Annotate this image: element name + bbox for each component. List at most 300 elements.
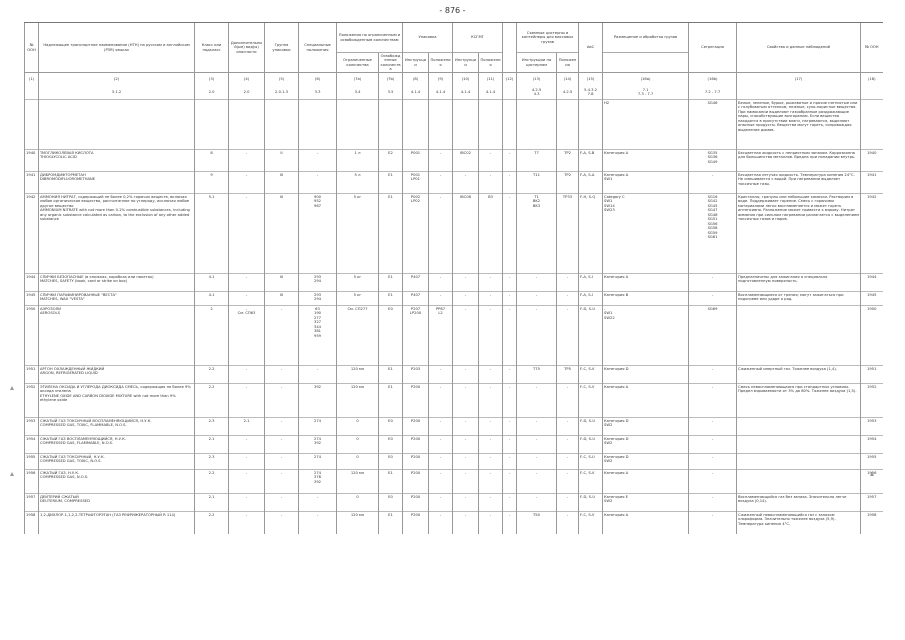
subsidiary-hazard: - bbox=[229, 384, 265, 418]
column-12: - bbox=[503, 366, 517, 384]
subsidiary-hazard: - bbox=[229, 274, 265, 292]
tank-provision: TP5 bbox=[557, 366, 579, 384]
subsidiary-hazard: - bbox=[229, 436, 265, 454]
column-reference: 4.1.4 bbox=[479, 85, 503, 100]
excepted-quantity: E1 bbox=[379, 384, 403, 418]
stowage: Категория D SW2 bbox=[603, 436, 689, 454]
header-col12 bbox=[503, 23, 517, 73]
ibc-instruction: - bbox=[453, 436, 479, 454]
packing-provision bbox=[429, 100, 453, 150]
proper-shipping-name: СЖАТЫЙ ГАЗ ВОСПЛАМЕНЯЮЩИЙСЯ, Н.У.К. COMPRESSED GAS, FLAMMABLE, N.O.S. bbox=[39, 436, 195, 454]
ibc-provision: - bbox=[479, 454, 503, 470]
special-provisions: 392 bbox=[299, 384, 337, 418]
header-stowage: Размещение и обработка грузов bbox=[603, 23, 689, 53]
properties: Белые, зеленые, бурые, рыжеватые и прочие пятнистые или с голубоватым оттенком, нежные, сухо-пористые вещества. При намокании выделяют газообразные раздражающие пары, способствующие возгоранию. Если вещества находятся в присутствии влаги, нагреваются, выделяют опасные продукты. Вещества могут гореть, сопровождая выделение дымов. bbox=[737, 100, 861, 150]
special-provisions: 274 bbox=[299, 418, 337, 436]
segregation: - bbox=[689, 172, 737, 194]
stowage: Категория D SW2 bbox=[603, 454, 689, 470]
ibc-instruction: - bbox=[453, 494, 479, 512]
properties: Воспламеняющиеся от трения; могут зажигаться при подогреве или ударе о ряд. bbox=[737, 292, 861, 306]
packing-instruction: P200 bbox=[403, 418, 429, 436]
un-number: 1953 bbox=[25, 418, 39, 436]
limited-quantity: 0 bbox=[337, 454, 379, 470]
properties: Воспламеняющийся газ без запаха. Значительно легче воздуха (0,14). bbox=[737, 494, 861, 512]
table-row bbox=[25, 292, 883, 306]
table-row bbox=[25, 454, 883, 470]
tank-instruction: - bbox=[517, 292, 557, 306]
properties: Бесцветная летучая жидкость. Температура кипения 24°C. Не смешивается с водой. При нагревании выделяет токсичные газы. bbox=[737, 172, 861, 194]
stowage: Категория B bbox=[603, 292, 689, 306]
packing-instruction: P407 bbox=[403, 274, 429, 292]
tank-provision: - bbox=[557, 306, 579, 366]
class: 9 bbox=[195, 172, 229, 194]
header-ibc-special: Положения bbox=[479, 53, 503, 73]
table-row bbox=[25, 366, 883, 384]
un-number-right: 1942 bbox=[861, 194, 883, 274]
excepted-quantity: E1 bbox=[379, 172, 403, 194]
packing-provision: - bbox=[429, 274, 453, 292]
column-number: (1) bbox=[25, 73, 39, 86]
class: 2.2 bbox=[195, 384, 229, 418]
change-mark-icon bbox=[10, 472, 14, 476]
packing-provision: - bbox=[429, 494, 453, 512]
excepted-quantity: E1 bbox=[379, 366, 403, 384]
excepted-quantity bbox=[379, 100, 403, 150]
stowage: Категория D bbox=[603, 366, 689, 384]
class: 2.3 bbox=[195, 454, 229, 470]
packing-instruction: P407 bbox=[403, 292, 429, 306]
header-ibc-instr: Инструкции bbox=[453, 53, 479, 73]
ibc-instruction: - bbox=[453, 306, 479, 366]
un-number: 1941 bbox=[25, 172, 39, 194]
properties: Кристаллы, гранулы или небольшие комочки. Растворим в воде. Поддерживает горение. Смесь с горючими материалами легко воспламеняется и может гореть интенсивно. Разложение может привести к взрыву. Нитрат аммония при сильном нагревании разлагается с выделением токсичных газов и паров. bbox=[737, 194, 861, 274]
limited-quantity: 5 кг bbox=[337, 274, 379, 292]
ibc-instruction: - bbox=[453, 418, 479, 436]
un-number: 1942 bbox=[25, 194, 39, 274]
subsidiary-hazard: - bbox=[229, 454, 265, 470]
tank-instruction: T50 bbox=[517, 512, 557, 534]
un-number: 1944 bbox=[25, 274, 39, 292]
limited-quantity: 120 мл bbox=[337, 470, 379, 494]
ems: F-A, S-I bbox=[579, 292, 603, 306]
tank-provision: - bbox=[557, 274, 579, 292]
proper-shipping-name: АЭРОЗОЛИ AEROSOLS bbox=[39, 306, 195, 366]
segregation: SG35 SG36 SG49 bbox=[689, 150, 737, 172]
tank-instruction: - bbox=[517, 384, 557, 418]
class: 2.2 bbox=[195, 470, 229, 494]
subsidiary-hazard: 2.1 bbox=[229, 418, 265, 436]
column-number: (8) bbox=[403, 73, 429, 86]
un-number: 1951 bbox=[25, 366, 39, 384]
limited-quantity: 1 л bbox=[337, 150, 379, 172]
class bbox=[195, 100, 229, 150]
packing-provision: - bbox=[429, 172, 453, 194]
tank-provision: - bbox=[557, 470, 579, 494]
header-tank-special: Положения bbox=[557, 53, 579, 73]
tank-provision bbox=[557, 100, 579, 150]
tank-instruction bbox=[517, 100, 557, 150]
stowage: Категория D SW2 bbox=[603, 418, 689, 436]
class: 2.3 bbox=[195, 418, 229, 436]
proper-shipping-name: 1,2-ДИХЛОР-1,1,2,2-ТЕТРАФТОРЭТАН (ГАЗ РЕФРИЖЕРАТОРНЫЙ R 114) bbox=[39, 512, 195, 534]
column-12: - bbox=[503, 274, 517, 292]
packing-provision: - bbox=[429, 470, 453, 494]
ibc-provision bbox=[479, 100, 503, 150]
packing-group: III bbox=[265, 274, 299, 292]
ibc-instruction: - bbox=[453, 172, 479, 194]
packing-instruction bbox=[403, 100, 429, 150]
class: 2.2 bbox=[195, 512, 229, 534]
un-number: 1957 bbox=[25, 494, 39, 512]
subsidiary-hazard: - bbox=[229, 366, 265, 384]
subsidiary-hazard: - bbox=[229, 194, 265, 274]
column-12: - bbox=[503, 454, 517, 470]
limited-quantity: 0 bbox=[337, 494, 379, 512]
tank-provision: - bbox=[557, 384, 579, 418]
column-12: - bbox=[503, 512, 517, 534]
tank-provision: - bbox=[557, 418, 579, 436]
tank-instruction: - bbox=[517, 436, 557, 454]
column-number: (18) bbox=[861, 73, 883, 86]
column-reference bbox=[25, 85, 39, 100]
packing-provision: - bbox=[429, 436, 453, 454]
ibc-instruction: - bbox=[453, 470, 479, 494]
limited-quantity: 120 мл bbox=[337, 366, 379, 384]
un-number-right bbox=[861, 100, 883, 150]
subsidiary-hazard: - bbox=[229, 470, 265, 494]
proper-shipping-name: ТИОГЛИКОЛЕВАЯ КИСЛОТА THIOGLYCOLIC ACID bbox=[39, 150, 195, 172]
change-mark-icon bbox=[870, 472, 874, 476]
subsidiary-hazard: - bbox=[229, 512, 265, 534]
column-12: - bbox=[503, 384, 517, 418]
column-number: (11) bbox=[479, 73, 503, 86]
un-number-right: 1952 bbox=[861, 384, 883, 418]
packing-instruction: P001 bbox=[403, 150, 429, 172]
class: 4.1 bbox=[195, 292, 229, 306]
tank-instruction: - bbox=[517, 494, 557, 512]
un-number-right: 1954 bbox=[861, 436, 883, 454]
ibc-provision: - bbox=[479, 470, 503, 494]
excepted-quantity: E1 bbox=[379, 274, 403, 292]
limited-quantity: 0 bbox=[337, 418, 379, 436]
un-number: 1958 bbox=[25, 512, 39, 534]
packing-group: III bbox=[265, 194, 299, 274]
ibc-instruction: - bbox=[453, 292, 479, 306]
packing-group: - bbox=[265, 454, 299, 470]
column-12: - bbox=[503, 194, 517, 274]
limited-quantity: См. СП277 bbox=[337, 306, 379, 366]
column-reference: 4.2.5 bbox=[557, 85, 579, 100]
ibc-provision: B3 bbox=[479, 194, 503, 274]
proper-shipping-name: АРГОН ОХЛАЖДЕННЫЙ ЖИДКИЙ ARGON, REFRIGERATED LIQUID bbox=[39, 366, 195, 384]
column-reference: 3.5 bbox=[379, 85, 403, 100]
subsidiary-hazard: - bbox=[229, 292, 265, 306]
segregation: - bbox=[689, 274, 737, 292]
packing-instruction: P200 bbox=[403, 470, 429, 494]
stowage: Категория A bbox=[603, 512, 689, 534]
ibc-instruction: - bbox=[453, 512, 479, 534]
un-number-right: 1953 bbox=[861, 418, 883, 436]
proper-shipping-name: ДИБРОМДИФТОРМЕТАН DIBROMODIFLUOROMETHANE bbox=[39, 172, 195, 194]
column-12: - bbox=[503, 418, 517, 436]
header-packaging: Упаковка bbox=[403, 23, 453, 53]
column-reference: 2.0 bbox=[229, 85, 265, 100]
class: 2.1 bbox=[195, 494, 229, 512]
properties bbox=[737, 306, 861, 366]
packing-provision: - bbox=[429, 292, 453, 306]
proper-shipping-name: ЭТИЛЕНА ОКСИДА И УГЛЕРОДА ДИОКСИДА СМЕСЬ, содержащая не более 9% оксида этилена ETHYLENE OXIDE AND CARBON DIOXIDE MIXTURE with not more than 9% ethylene oxide bbox=[39, 384, 195, 418]
class: 2.1 bbox=[195, 436, 229, 454]
ems: F-C, S-V bbox=[579, 512, 603, 534]
header-ibc: КСГМГ bbox=[453, 23, 503, 53]
tank-instruction: T7 bbox=[517, 150, 557, 172]
column-number: (10) bbox=[453, 73, 479, 86]
table-row bbox=[25, 274, 883, 292]
excepted-quantity: E1 bbox=[379, 292, 403, 306]
header-pack-instr: Инструкции bbox=[403, 53, 429, 73]
column-reference: 4.1.4 bbox=[403, 85, 429, 100]
column-number: (5) bbox=[265, 73, 299, 86]
special-provisions: - bbox=[299, 150, 337, 172]
special-provisions: - bbox=[299, 366, 337, 384]
special-provisions: - bbox=[299, 494, 337, 512]
stowage: - SW1 SW22 bbox=[603, 306, 689, 366]
properties: Сжиженный инертный газ. Тяжелее воздуха (1,4). bbox=[737, 366, 861, 384]
header-properties: Свойства и данные наблюдений bbox=[737, 23, 861, 73]
limited-quantity: 5 кг bbox=[337, 292, 379, 306]
stowage: Категория A bbox=[603, 384, 689, 418]
packing-group: - bbox=[265, 436, 299, 454]
un-number-right: 1957 bbox=[861, 494, 883, 512]
column-reference: 2.0.1.3 bbox=[265, 85, 299, 100]
segregation: - bbox=[689, 494, 737, 512]
excepted-quantity: E0 bbox=[379, 306, 403, 366]
header-packing-group: Группа упаковки bbox=[265, 23, 299, 73]
ibc-provision: - bbox=[479, 274, 503, 292]
packing-group: - bbox=[265, 512, 299, 534]
un-number: 1952 bbox=[25, 384, 39, 418]
un-number-right: 1940 bbox=[861, 150, 883, 172]
packing-instruction: P200 bbox=[403, 436, 429, 454]
column-number: (7b) bbox=[379, 73, 403, 86]
packing-provision: - bbox=[429, 384, 453, 418]
packing-instruction: P002 LP02 bbox=[403, 194, 429, 274]
tank-instruction: - bbox=[517, 454, 557, 470]
header-limited-group: Положения по ограниченным и освобожденным количествам bbox=[337, 23, 403, 53]
column-number: (16b) bbox=[689, 73, 737, 86]
ems: F-D, S-U bbox=[579, 306, 603, 366]
header-un-no-end: № ООН bbox=[861, 23, 883, 73]
excepted-quantity: E2 bbox=[379, 150, 403, 172]
segregation: - bbox=[689, 292, 737, 306]
packing-group: - bbox=[265, 418, 299, 436]
header-un-no: № ООН bbox=[25, 23, 39, 73]
header-excepted: Освобожденные количества bbox=[380, 53, 401, 71]
properties: Сжиженный невоспламеняющийся газ с запахом хлороформа. Значительно тяжелее воздуха (5,9). Температура кипения 4°C. bbox=[737, 512, 861, 534]
column-reference: 4.1.4 bbox=[429, 85, 453, 100]
ems: F-H, S-Q bbox=[579, 194, 603, 274]
proper-shipping-name: ДЕЙТЕРИЙ СЖАТЫЙ DEUTERIUM, COMPRESSED bbox=[39, 494, 195, 512]
stowage: Категория A bbox=[603, 150, 689, 172]
segregation: SG69 bbox=[689, 306, 737, 366]
packing-provision: - bbox=[429, 150, 453, 172]
packing-group bbox=[265, 100, 299, 150]
column-reference: 7.1 7.3 - 7.7 bbox=[603, 85, 689, 100]
segregation: - bbox=[689, 454, 737, 470]
class: 8 bbox=[195, 150, 229, 172]
stowage: Категория A SW1 bbox=[603, 172, 689, 194]
special-provisions: 63 190 277 327 344 381 959 bbox=[299, 306, 337, 366]
tank-instruction: T75 bbox=[517, 366, 557, 384]
excepted-quantity: E1 bbox=[379, 512, 403, 534]
subsidiary-hazard: - bbox=[229, 494, 265, 512]
proper-shipping-name bbox=[39, 100, 195, 150]
column-reference: 7.2 - 7.7 bbox=[689, 85, 737, 100]
ibc-instruction: IBC02 bbox=[453, 150, 479, 172]
packing-group: - bbox=[265, 306, 299, 366]
ibc-provision: - bbox=[479, 436, 503, 454]
column-reference: 4.2.5 4.3 bbox=[517, 85, 557, 100]
column-number: (17) bbox=[737, 73, 861, 86]
un-number: 1945 bbox=[25, 292, 39, 306]
subsidiary-hazard: - bbox=[229, 172, 265, 194]
packing-group: - bbox=[265, 494, 299, 512]
excepted-quantity: E0 bbox=[379, 436, 403, 454]
column-number: (14) bbox=[557, 73, 579, 86]
column-reference: 4.1.4 bbox=[453, 85, 479, 100]
ibc-instruction: IBC08 bbox=[453, 194, 479, 274]
column-number: (6) bbox=[299, 73, 337, 86]
stowage: Category C SW1 SW14 SW23 bbox=[603, 194, 689, 274]
ems: F-C, S-V bbox=[579, 384, 603, 418]
special-provisions: 293 294 bbox=[299, 292, 337, 306]
ibc-provision: - bbox=[479, 494, 503, 512]
packing-provision: - bbox=[429, 194, 453, 274]
packing-instruction: P200 bbox=[403, 384, 429, 418]
stowage: Категория A bbox=[603, 274, 689, 292]
class: 4.1 bbox=[195, 274, 229, 292]
ibc-provision: - bbox=[479, 150, 503, 172]
ems: F-C, S-V bbox=[579, 366, 603, 384]
proper-shipping-name: СПИЧКИ ПАРАФИНИРОВАННЫЕ "ВЕСТА" MATCHES, WAX "VESTA" bbox=[39, 292, 195, 306]
tank-provision: - bbox=[557, 436, 579, 454]
column-reference: 3.3 bbox=[299, 85, 337, 100]
column-number: (7a) bbox=[337, 73, 379, 86]
subsidiary-hazard: - bbox=[229, 150, 265, 172]
un-number: 1950 bbox=[25, 306, 39, 366]
ems: F-A, S-I bbox=[579, 274, 603, 292]
column-number: (15) bbox=[579, 73, 603, 86]
ibc-provision: - bbox=[479, 512, 503, 534]
column-number: (3) bbox=[195, 73, 229, 86]
column-number: (13) bbox=[517, 73, 557, 86]
packing-instruction: P203 bbox=[403, 366, 429, 384]
table-row bbox=[25, 494, 883, 512]
ems: F-D, S-U bbox=[579, 494, 603, 512]
column-number: (4) bbox=[229, 73, 265, 86]
column-12: - bbox=[503, 172, 517, 194]
packing-provision: - bbox=[429, 366, 453, 384]
class: 2.2 bbox=[195, 366, 229, 384]
tank-instruction: - bbox=[517, 470, 557, 494]
table-row bbox=[25, 150, 883, 172]
class: 5.1 bbox=[195, 194, 229, 274]
excepted-quantity: E0 bbox=[379, 418, 403, 436]
tank-provision: - bbox=[557, 494, 579, 512]
ibc-provision: - bbox=[479, 306, 503, 366]
tank-provision: - bbox=[557, 454, 579, 470]
segregation: - bbox=[689, 366, 737, 384]
packing-group: - bbox=[265, 366, 299, 384]
table-row bbox=[25, 172, 883, 194]
stowage: H2 bbox=[603, 100, 689, 150]
ems: F-C, S-U bbox=[579, 454, 603, 470]
packing-provision: - bbox=[429, 454, 453, 470]
change-mark-icon bbox=[10, 386, 14, 390]
header-tanks: Съемные цистерны и контейнеры для массовых грузов bbox=[517, 23, 579, 53]
column-12: - bbox=[503, 292, 517, 306]
subsidiary-hazard bbox=[229, 100, 265, 150]
header-limited: Ограниченные количества bbox=[337, 53, 379, 73]
limited-quantity: 5 кг bbox=[337, 194, 379, 274]
un-number-right: 1950 bbox=[861, 306, 883, 366]
proper-shipping-name: СПИЧКИ БЕЗОПАСНЫЕ (в книжках, коробках или пакетах) MATCHES, SAFETY (book, card or strike on box) bbox=[39, 274, 195, 292]
segregation: - bbox=[689, 512, 737, 534]
segregation: SG16 SG42 SG45 SG47 SG48 SG51 SG56 SG58 SG59 SG61 bbox=[689, 194, 737, 274]
special-provisions: 274 378 392 bbox=[299, 470, 337, 494]
table-row bbox=[25, 194, 883, 274]
segregation: - bbox=[689, 418, 737, 436]
header-ems: АвС bbox=[579, 23, 603, 73]
tank-instruction: T11 bbox=[517, 172, 557, 194]
segregation: - bbox=[689, 436, 737, 454]
column-reference: 2.0 bbox=[195, 85, 229, 100]
ems: F-D, S-U bbox=[579, 436, 603, 454]
packing-provision: - bbox=[429, 512, 453, 534]
header-pack-special: Положения bbox=[429, 53, 453, 73]
ibc-provision: - bbox=[479, 366, 503, 384]
proper-shipping-name: АММОНИЯ НИТРАТ, содержащий не более 0,2% горючих веществ, включая любое органическое вещество, рассчитанное по углероду, исключая любое другое вещество AMMONIUM NITRATE with not more than 0.2% combustible substances, including any organic substance calculated as carbon, to the exclusion of any other added substance bbox=[39, 194, 195, 274]
excepted-quantity: E1 bbox=[379, 194, 403, 274]
limited-quantity: 120 мл bbox=[337, 512, 379, 534]
table-row bbox=[25, 418, 883, 436]
special-provisions bbox=[299, 100, 337, 150]
column-12: - bbox=[503, 470, 517, 494]
ems: F-A, S-B bbox=[579, 150, 603, 172]
packing-group: III bbox=[265, 292, 299, 306]
excepted-quantity: E1 bbox=[379, 470, 403, 494]
segregation: - bbox=[689, 470, 737, 494]
packing-group: III bbox=[265, 172, 299, 194]
excepted-quantity: E0 bbox=[379, 454, 403, 470]
column-reference bbox=[861, 85, 883, 100]
un-number: 1955 bbox=[25, 454, 39, 470]
column-12 bbox=[503, 100, 517, 150]
column-reference: 3.4 bbox=[337, 85, 379, 100]
column-12: - bbox=[503, 436, 517, 454]
table-row bbox=[25, 512, 883, 534]
packing-group: II bbox=[265, 150, 299, 172]
table-row bbox=[25, 436, 883, 454]
ibc-instruction bbox=[453, 100, 479, 150]
properties bbox=[737, 470, 861, 494]
un-number-right: 1951 bbox=[861, 366, 883, 384]
column-reference bbox=[737, 85, 861, 100]
table-row bbox=[25, 306, 883, 366]
un-number: 1954 bbox=[25, 436, 39, 454]
limited-quantity: 5 л bbox=[337, 172, 379, 194]
un-number: 1940 bbox=[25, 150, 39, 172]
